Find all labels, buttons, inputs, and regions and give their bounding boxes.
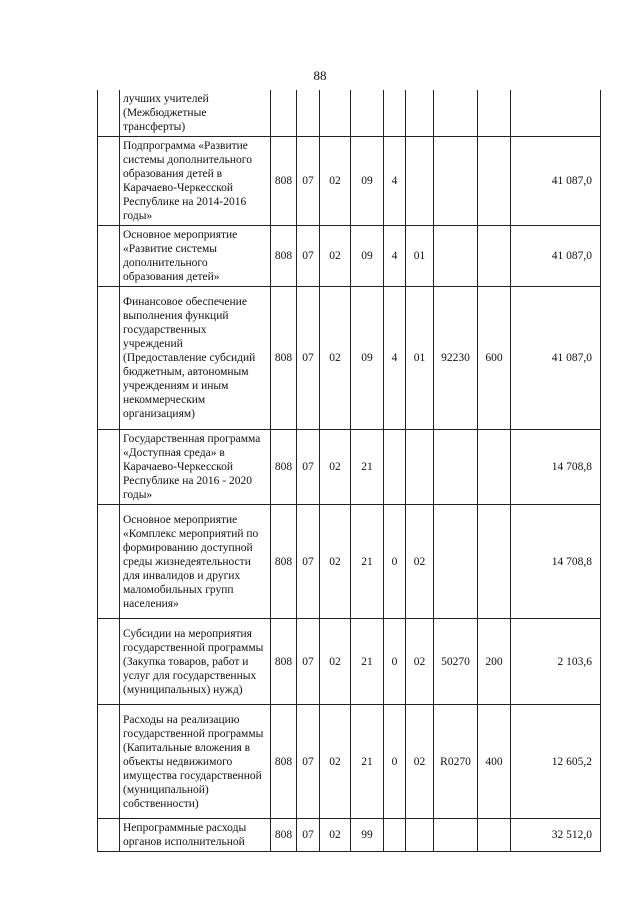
subsection-cell: 02 [320, 226, 351, 287]
direction-cell [434, 505, 478, 619]
table-row [98, 90, 601, 137]
amount-cell: 41 087,0 [511, 226, 601, 287]
event-cell [406, 819, 434, 852]
section-cell: 07 [297, 505, 320, 619]
description-cell: Подпрограмма «Развитие системы дополнительного образования детей в Карачаево-Черкесской Республике на 2014-2016 годы» [120, 137, 271, 226]
expense-type-cell: 200 [478, 619, 511, 705]
table-body [98, 90, 601, 852]
expense-type-cell [478, 90, 511, 137]
expense-type-cell [478, 226, 511, 287]
event-cell [406, 137, 434, 226]
description-cell: Расходы на реализацию государственной программы (Капитальные вложения в объекты недвижимого имущества государственной (муниципальной) собственности) [120, 705, 271, 819]
direction-cell: R0270 [434, 705, 478, 819]
row-number-cell [98, 287, 120, 430]
program-cell [351, 90, 384, 137]
direction-cell [434, 430, 478, 505]
subprogram-cell: 4 [384, 287, 406, 430]
table-row [98, 619, 601, 705]
grbs-cell: 808 [271, 226, 297, 287]
grbs-cell: 808 [271, 819, 297, 852]
row-number-cell [98, 226, 120, 287]
subsection-cell: 02 [320, 505, 351, 619]
subprogram-cell [384, 90, 406, 137]
subprogram-cell: 4 [384, 137, 406, 226]
program-cell: 09 [351, 226, 384, 287]
table-row [98, 505, 601, 619]
expense-type-cell [478, 137, 511, 226]
amount-cell: 41 087,0 [511, 137, 601, 226]
direction-cell: 50270 [434, 619, 478, 705]
row-number-cell [98, 430, 120, 505]
row-number-cell [98, 137, 120, 226]
expense-type-cell: 400 [478, 705, 511, 819]
description-cell: Непрограммные расходы органов исполнительной [120, 819, 271, 852]
description-cell: Финансовое обеспечение выполнения функций государственных учреждений (Предоставление субсидий бюджетным, автономным учреждениям и иным некоммерческим организациям) [120, 287, 271, 430]
event-cell [406, 90, 434, 137]
direction-cell [434, 90, 478, 137]
expense-type-cell [478, 505, 511, 619]
subsection-cell: 02 [320, 819, 351, 852]
event-cell: 02 [406, 619, 434, 705]
program-cell: 21 [351, 505, 384, 619]
description-cell: Субсидии на мероприятия государственной программы (Закупка товаров, работ и услуг для государственных (муниципальных) нужд) [120, 619, 271, 705]
grbs-cell: 808 [271, 505, 297, 619]
program-cell: 09 [351, 287, 384, 430]
expense-type-cell [478, 430, 511, 505]
amount-cell: 41 087,0 [511, 287, 601, 430]
table-row [98, 287, 601, 430]
subsection-cell: 02 [320, 619, 351, 705]
program-cell: 21 [351, 705, 384, 819]
amount-cell: 32 512,0 [511, 819, 601, 852]
event-cell [406, 430, 434, 505]
subsection-cell [320, 90, 351, 137]
row-number-cell [98, 505, 120, 619]
program-cell: 99 [351, 819, 384, 852]
table-row [98, 430, 601, 505]
amount-cell: 12 605,2 [511, 705, 601, 819]
section-cell: 07 [297, 619, 320, 705]
subsection-cell: 02 [320, 137, 351, 226]
section-cell: 07 [297, 819, 320, 852]
subsection-cell: 02 [320, 430, 351, 505]
section-cell: 07 [297, 430, 320, 505]
section-cell: 07 [297, 287, 320, 430]
event-cell: 01 [406, 226, 434, 287]
table-row [98, 705, 601, 819]
program-cell: 21 [351, 619, 384, 705]
direction-cell [434, 819, 478, 852]
expense-type-cell: 600 [478, 287, 511, 430]
description-cell: Основное мероприятие «Комплекс мероприятий по формированию доступной среды жизнедеятельности для инвалидов и других маломобильных групп населения» [120, 505, 271, 619]
event-cell: 01 [406, 287, 434, 430]
subprogram-cell: 0 [384, 619, 406, 705]
section-cell [297, 90, 320, 137]
page-number: 88 [313, 68, 327, 83]
event-cell: 02 [406, 705, 434, 819]
section-cell: 07 [297, 705, 320, 819]
grbs-cell: 808 [271, 619, 297, 705]
subprogram-cell: 0 [384, 705, 406, 819]
subprogram-cell: 4 [384, 226, 406, 287]
section-cell: 07 [297, 226, 320, 287]
grbs-cell [271, 90, 297, 137]
description-cell: Государственная программа «Доступная среда» в Карачаево-Черкесской Республике на 2016 - 2020 годы» [120, 430, 271, 505]
table-row [98, 819, 601, 852]
program-cell: 09 [351, 137, 384, 226]
subprogram-cell [384, 819, 406, 852]
description-cell: лучших учителей (Межбюджетные трансферты) [120, 90, 271, 137]
grbs-cell: 808 [271, 705, 297, 819]
expense-type-cell [478, 819, 511, 852]
row-number-cell [98, 819, 120, 852]
subsection-cell: 02 [320, 287, 351, 430]
subprogram-cell: 0 [384, 505, 406, 619]
description-cell: Основное мероприятие «Развитие системы дополнительного образования детей» [120, 226, 271, 287]
direction-cell: 92230 [434, 287, 478, 430]
budget-table [97, 90, 601, 852]
amount-cell: 2 103,6 [511, 619, 601, 705]
row-number-cell [98, 90, 120, 137]
program-cell: 21 [351, 430, 384, 505]
table-row [98, 137, 601, 226]
table-row [98, 226, 601, 287]
direction-cell [434, 226, 478, 287]
subprogram-cell [384, 430, 406, 505]
event-cell: 02 [406, 505, 434, 619]
section-cell: 07 [297, 137, 320, 226]
row-number-cell [98, 619, 120, 705]
direction-cell [434, 137, 478, 226]
amount-cell [511, 90, 601, 137]
row-number-cell [98, 705, 120, 819]
grbs-cell: 808 [271, 137, 297, 226]
subsection-cell: 02 [320, 705, 351, 819]
amount-cell: 14 708,8 [511, 505, 601, 619]
amount-cell: 14 708,8 [511, 430, 601, 505]
grbs-cell: 808 [271, 430, 297, 505]
grbs-cell: 808 [271, 287, 297, 430]
